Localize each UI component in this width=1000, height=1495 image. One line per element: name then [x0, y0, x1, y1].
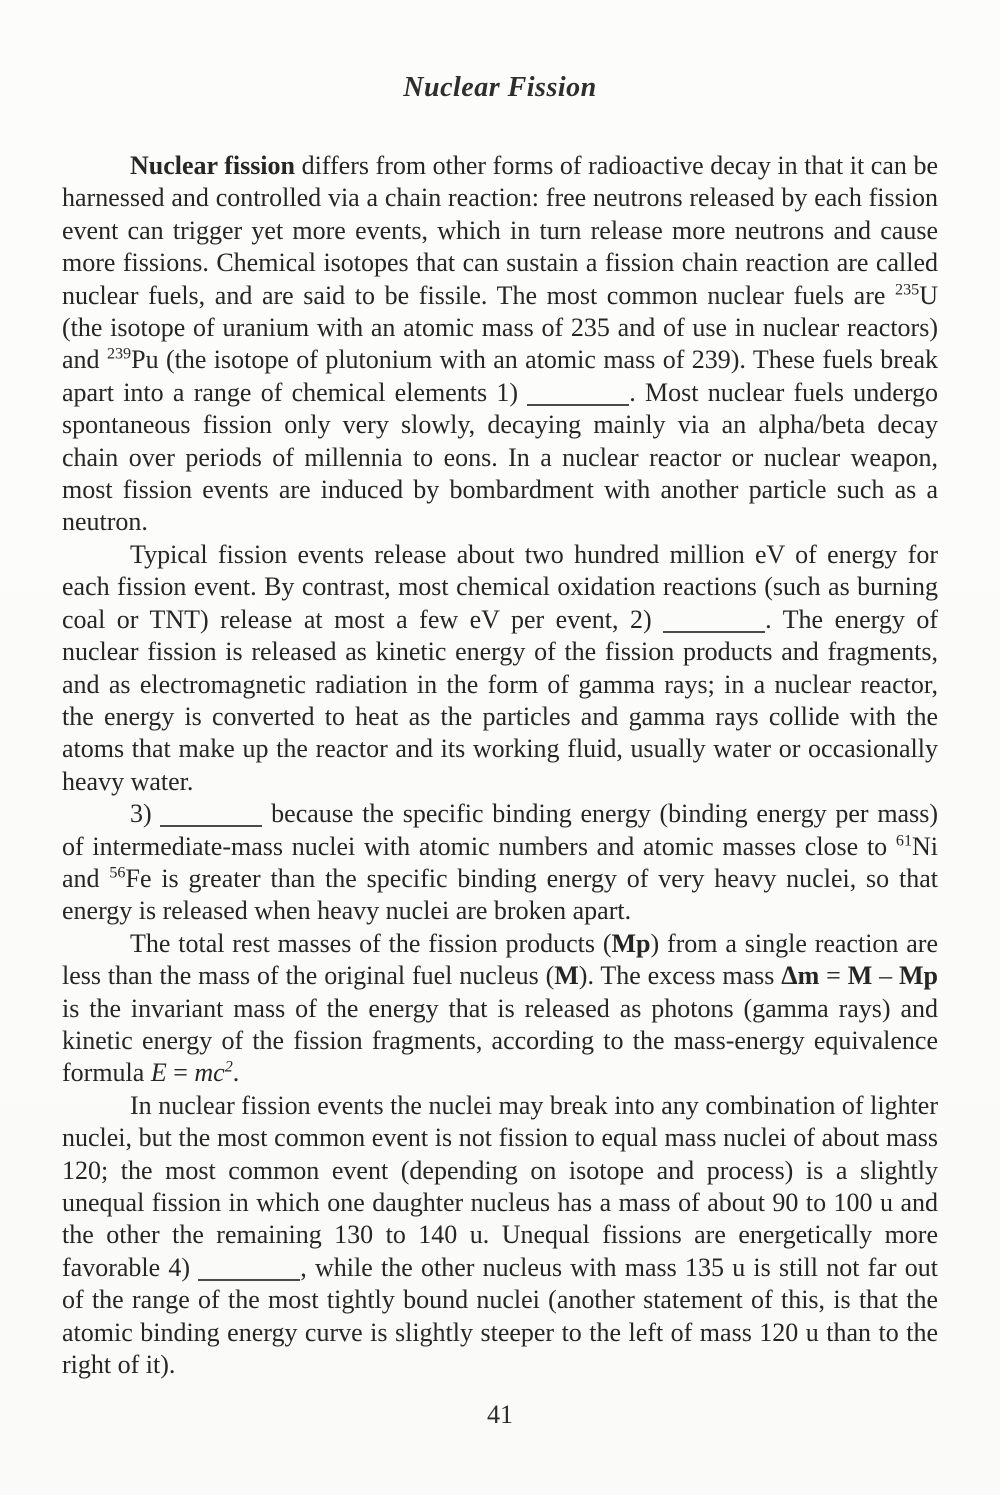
text-segment: Δm: [781, 961, 820, 991]
superscript-text: 56: [109, 864, 126, 882]
paragraph: [62, 150, 938, 539]
text-segment: –: [872, 961, 900, 991]
text-segment: E: [150, 1058, 167, 1088]
fill-in-blank-line: [160, 823, 262, 827]
text-segment: . The energy of nuclear fission is released as kinetic energy of the fission products and fragments, and as electromagnetic radiation in the form of gamma rays; in a nuclear reactor, the energy is converted to heat as the particles and gamma rays collide with the atoms that make up the reactor and its working fluid, usually water or occasionally heavy water.: [62, 604, 939, 796]
text-segment: The total rest masses of the fission products (: [130, 928, 612, 958]
fill-in-blank-line: [198, 1277, 300, 1281]
text-segment: .: [232, 1058, 240, 1088]
text-segment: U (the isotope of uranium with an atomic mass of 235 and of use in nuclear reactors) and: [62, 280, 938, 375]
text-segment: M: [554, 961, 579, 991]
text-segment: =: [819, 961, 848, 991]
text-segment: Pu (the isotope of plutonium with an atomic mass of 239). These fuels break apart into a range of chemical elements 1): [62, 345, 938, 407]
text-segment: because the specific binding energy (binding energy per mass) of intermediate-mass nuclei with atomic numbers and atomic masses close to: [62, 799, 938, 861]
text-segment: ). The excess mass: [578, 961, 782, 991]
text-segment: Fe is greater than the specific binding energy of very heavy nuclei, so that energy is released when heavy nuclei are broken apart.: [62, 863, 938, 926]
fill-in-blank-line: [663, 629, 765, 633]
paragraphs: [62, 150, 938, 1381]
text-segment: differs from other forms of radioactive decay in that it can be harnessed and controlled via a chain reaction: free neutrons released by each fission event can trigger yet more events, which in turn release more neutrons and cause more fissions. Chemical isotopes that can sustain a fission chain reaction are called nuclear fuels, and are said to be fissile. The most common nuclear fuels are: [62, 151, 938, 310]
text-segment: mc: [194, 1058, 225, 1088]
paragraph: [62, 798, 938, 928]
text-segment: Mp: [611, 928, 651, 958]
text-segment: is the invariant mass of the energy that is released as photons (gamma rays) and kinetic energy of the fission fragments, according to the mass-energy equivalence formula: [62, 993, 938, 1088]
superscript-text: 2: [224, 1058, 233, 1076]
text-segment: In nuclear fission events the nuclei may break into any combination of lighter nuclei, but the most common event is not fission to equal mass nuclei of about mass 120; the most common event (depending on isotope and process) is a slightly unequal fission in which one daughter nucleus has a mass of about 90 to 100 u and the other the remaining 130 to 140 u. Unequal fissions are energetically more favorable 4): [62, 1090, 938, 1282]
page-number: 41: [487, 1400, 513, 1429]
text-segment: 3): [130, 799, 161, 829]
fill-in-blank-line: [527, 402, 629, 406]
text-segment: Ni and: [62, 831, 938, 893]
paragraph: [62, 928, 938, 1090]
text-segment: =: [166, 1058, 195, 1088]
superscript-text: 239: [106, 345, 132, 363]
page-title: Nuclear Fission: [403, 72, 597, 103]
text-segment: Nuclear fission: [130, 151, 295, 180]
superscript-text: 61: [895, 831, 912, 849]
text-segment: Typical fission events release about two hundred million eV of energy for each fission event. By contrast, most chemical oxidation reactions (such as burning coal or TNT) release at most a few eV per event, 2): [62, 539, 938, 634]
text-segment: . Most nuclear fuels undergo spontaneous fission only very slowly, decaying mainly via an alpha/beta decay chain over periods of millennia to eons. In a nuclear reactor or nuclear weapon, most fission events are induced by bombardment with another particle such as a neutron.: [62, 377, 939, 537]
text-segment: M: [847, 961, 873, 991]
paragraph: [62, 539, 938, 798]
text-segment: , while the other nucleus with mass 135 u is still not far out of the range of the most tightly bound nuclei (another statement of this, is that the atomic binding energy curve is slightly steeper to the left of mass 120 u than to the right of it).: [62, 1252, 938, 1380]
superscript-text: 235: [895, 280, 920, 298]
paragraph: [62, 1090, 938, 1382]
text-segment: ) from a single reaction are less than the mass of the original fuel nucleus (: [62, 928, 938, 991]
text-segment: Mp: [899, 961, 939, 991]
